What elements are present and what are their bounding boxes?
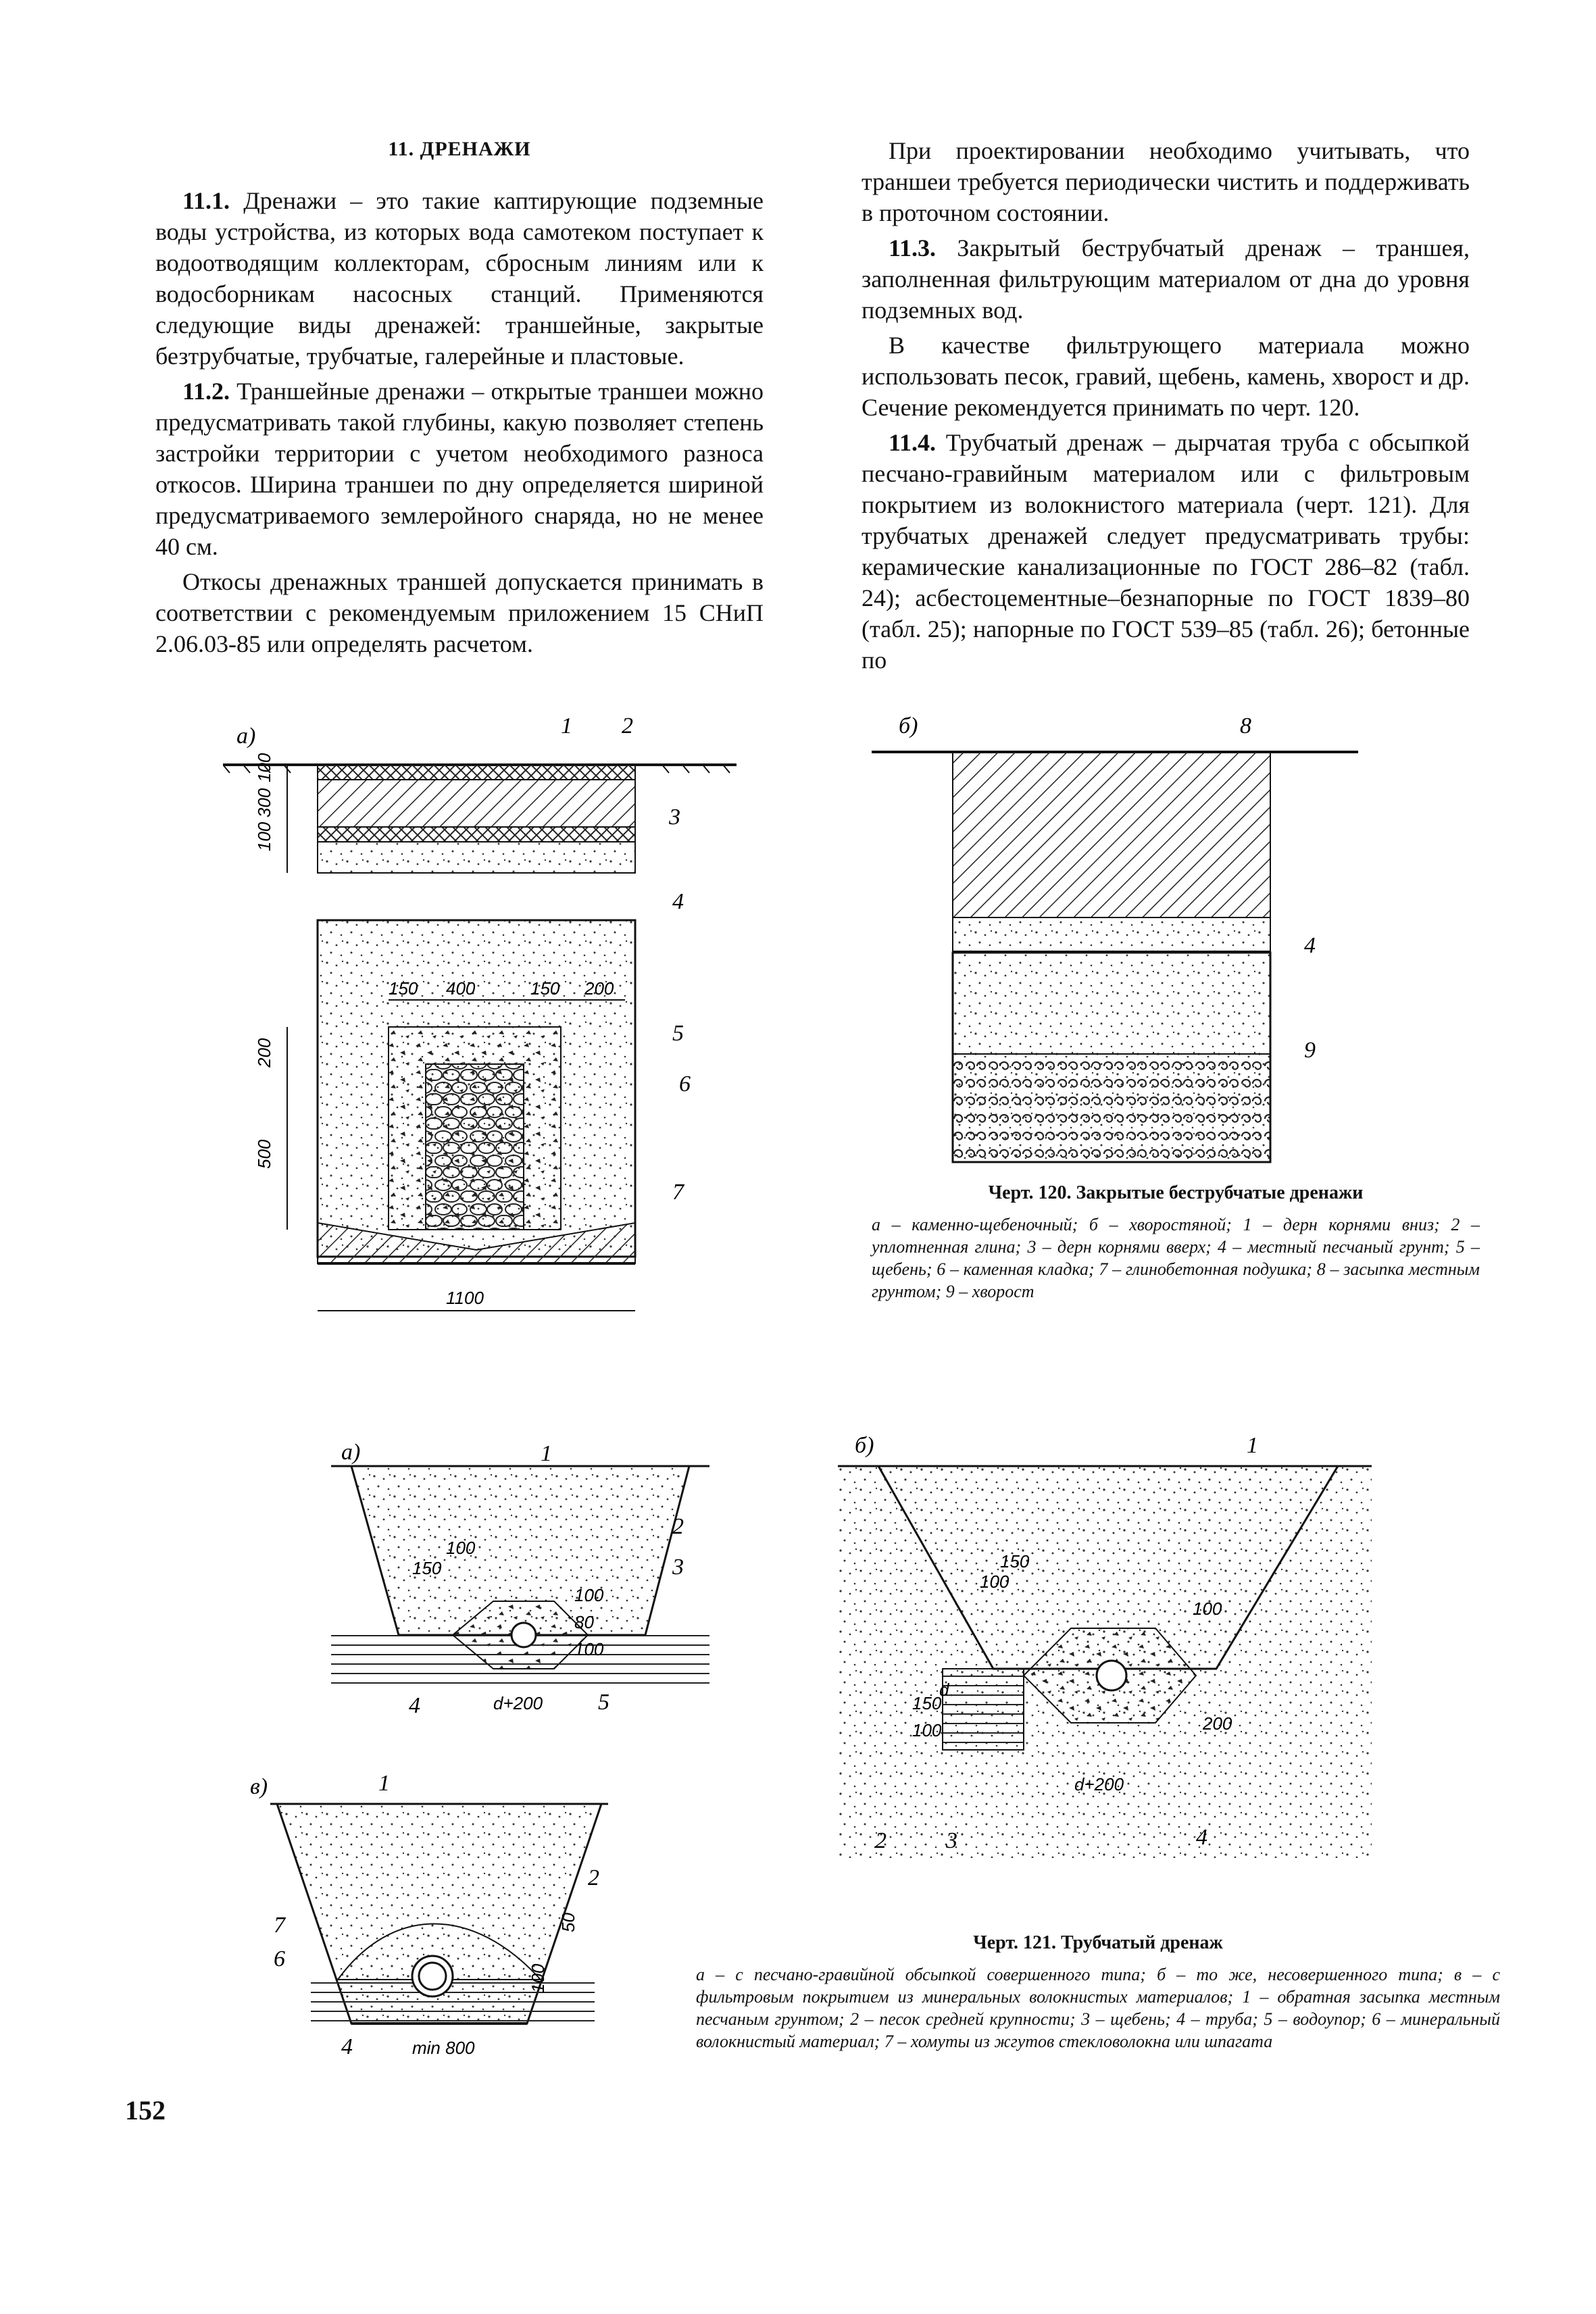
callout: 2 <box>875 1828 887 1853</box>
paragraph-11-2 <box>155 376 764 562</box>
figure-120b-diagram <box>872 706 1358 1165</box>
dim-label: 200 <box>1203 1713 1232 1734</box>
dim-label: 200 <box>584 978 614 999</box>
paragraph-slopes: Откосы дренажных траншей допускается принимать в соответствии с рекомендуемым приложением 15 СНиП 2.06.03-85 или определять расчетом. <box>155 568 764 657</box>
paragraph-11-4 <box>862 427 1470 676</box>
dim-label: 80 <box>574 1612 594 1632</box>
dim-label: 100 <box>254 753 274 782</box>
callout: 8 <box>1240 713 1251 738</box>
figure-label: а) <box>236 724 256 749</box>
dim-label: 150 <box>412 1558 442 1578</box>
dim-label: 150 <box>530 978 560 999</box>
figure-121-caption <box>696 1932 1500 2053</box>
callout: 2 <box>622 716 633 738</box>
caption-title: Черт. 121. Трубчатый дренаж <box>973 1932 1223 1953</box>
callout: 4 <box>341 2034 353 2059</box>
figure-label: в) <box>250 1774 268 1799</box>
callout: 3 <box>672 1555 684 1580</box>
callout: 4 <box>1196 1825 1207 1850</box>
paragraph-11-3 <box>862 232 1470 326</box>
figure-label: б) <box>899 713 918 738</box>
paragraph-maintenance: При проектировании необходимо учитывать, что траншеи требуется периодически чистить и поддерживать в проточном состоянии. <box>862 137 1470 226</box>
paragraph-number: 11.3. <box>889 234 937 261</box>
figure-121a-diagram <box>331 1432 709 1723</box>
dim-label: 100 <box>980 1571 1009 1592</box>
callout: 1 <box>378 1771 390 1796</box>
dim-label: 400 <box>446 978 476 999</box>
callout: 6 <box>679 1072 691 1097</box>
dim-label: d+200 <box>1074 1774 1124 1794</box>
figure-120a-diagram <box>223 716 737 1344</box>
dim-label: 1100 <box>446 1288 484 1308</box>
dim-label: 100 <box>254 822 274 851</box>
dim-label: d+200 <box>493 1693 543 1713</box>
callout: 7 <box>672 1180 684 1205</box>
callout: 2 <box>588 1865 599 1890</box>
figure-120-caption <box>872 1182 1480 1303</box>
caption-body: а – каменно-щебеночный; б – хворостяной; 1 – дерн корнями вниз; 2 – уплотненная глина; 3 – дерн корнями вверх; 4 – местный песчаный грунт; 5 – щебень; 6 – каменная кладка; 7 – глинобетонная подушка; 8 – засыпка местным грунтом; 9 – хворост <box>872 1215 1480 1301</box>
callout: 1 <box>1247 1433 1258 1458</box>
callout: 2 <box>672 1514 684 1539</box>
paragraph-text: Дренажи – это такие каптирующие подземные воды устройства, из которых вода самотеком поступает к водоотводящим коллекторам, сбросным линиям или к водосборникам насосных станций. Применяются следующие виды дренажей: траншейные, закрытые безтрубчатые, трубчатые, галерейные и пластовые. <box>155 187 764 370</box>
left-text-column <box>155 128 764 663</box>
callout: 3 <box>669 805 680 830</box>
dim-label: 150 <box>1000 1551 1030 1571</box>
callout: 4 <box>409 1693 420 1718</box>
callout: 4 <box>1304 933 1316 958</box>
paragraph-11-1 <box>155 185 764 372</box>
paragraph-filter-material: В качестве фильтрующего материала можно использовать песок, гравий, щебень, камень, хворост и др. Сечение рекомендуется принимать по черт. 120. <box>862 332 1470 421</box>
dim-label: 300 <box>254 788 274 818</box>
dim-label: min 800 <box>412 2038 475 2058</box>
paragraph-text: Трубчатый дренаж – дырчатая труба с обсыпкой песчано-гравийным материалом или с фильтровым покрытием из волокнистого материала (черт. 121). Для трубчатых дренажей следует предусматривать трубы: керамические канализационные по ГОСТ 286–82 (табл. 24); асбестоцементные–безнапорные по ГОСТ 1839–80 (табл. 25); напорные по ГОСТ 539–85 (табл. 26); бетонные по <box>862 429 1470 674</box>
caption-body: а – с песчано-гравийной обсыпкой совершенного типа; б – то же, несовершенного типа; в – с фильтровым покрытием из минеральных волокнистых материалов; 1 – обратная засыпка местным песчаным грунтом; 2 – песок средней крупности; 3 – щебень; 4 – труба; 5 – водоупор; 6 – минеральный волокнистый материал; 7 – хомуты из жгутов стекловолокна или шпагата <box>696 1965 1500 2051</box>
paragraph-text: Траншейные дренажи – открытые траншеи можно предусматривать такой глубины, какую позволяет степень застройки территории с учетом необходимого разноса откосов. Ширина траншеи по дну определяется шириной предусматриваемого землеройного снаряда, но не менее 40 см. <box>155 378 764 560</box>
callout: 6 <box>274 1946 285 1971</box>
dim-label: 100 <box>528 1963 548 1993</box>
figure-121b-diagram <box>838 1426 1372 1858</box>
page-number: 152 <box>125 2095 166 2126</box>
dim-label: 150 <box>389 978 418 999</box>
figure-label: б) <box>855 1433 874 1458</box>
dim-label: 200 <box>254 1038 274 1067</box>
caption-title: Черт. 120. Закрытые беструбчатые дренажи <box>988 1182 1364 1203</box>
callout: 1 <box>541 1441 552 1466</box>
paragraph-number: 11.4. <box>889 429 937 456</box>
figure-121c-diagram <box>243 1770 622 2067</box>
dim-label: 150 <box>912 1693 942 1713</box>
dim-label: 50 <box>558 1913 578 1932</box>
dim-label: 100 <box>912 1720 942 1740</box>
paragraph-text: Закрытый беструбчатый дренаж – траншея, заполненная фильтрующим материалом от дна до уровня подземных вод. <box>862 234 1470 324</box>
dim-label: 100 <box>574 1639 604 1659</box>
dim-label: 500 <box>254 1139 274 1169</box>
section-heading: 11. ДРЕНАЖИ <box>388 138 531 160</box>
dim-label: d <box>939 1680 949 1700</box>
dim-label: 100 <box>446 1538 476 1558</box>
paragraph-number: 11.2. <box>182 378 230 405</box>
right-text-column <box>862 135 1470 680</box>
callout: 4 <box>672 889 684 914</box>
paragraph-number: 11.1. <box>182 187 230 214</box>
callout: 7 <box>274 1913 285 1938</box>
figure-label: а) <box>341 1440 361 1465</box>
dim-label: 100 <box>1193 1599 1222 1619</box>
dim-label: 100 <box>574 1585 604 1605</box>
callout: 9 <box>1304 1038 1316 1063</box>
callout: 1 <box>561 716 572 738</box>
callout: 5 <box>598 1690 609 1715</box>
callout: 5 <box>672 1021 684 1046</box>
callout: 3 <box>946 1828 957 1853</box>
